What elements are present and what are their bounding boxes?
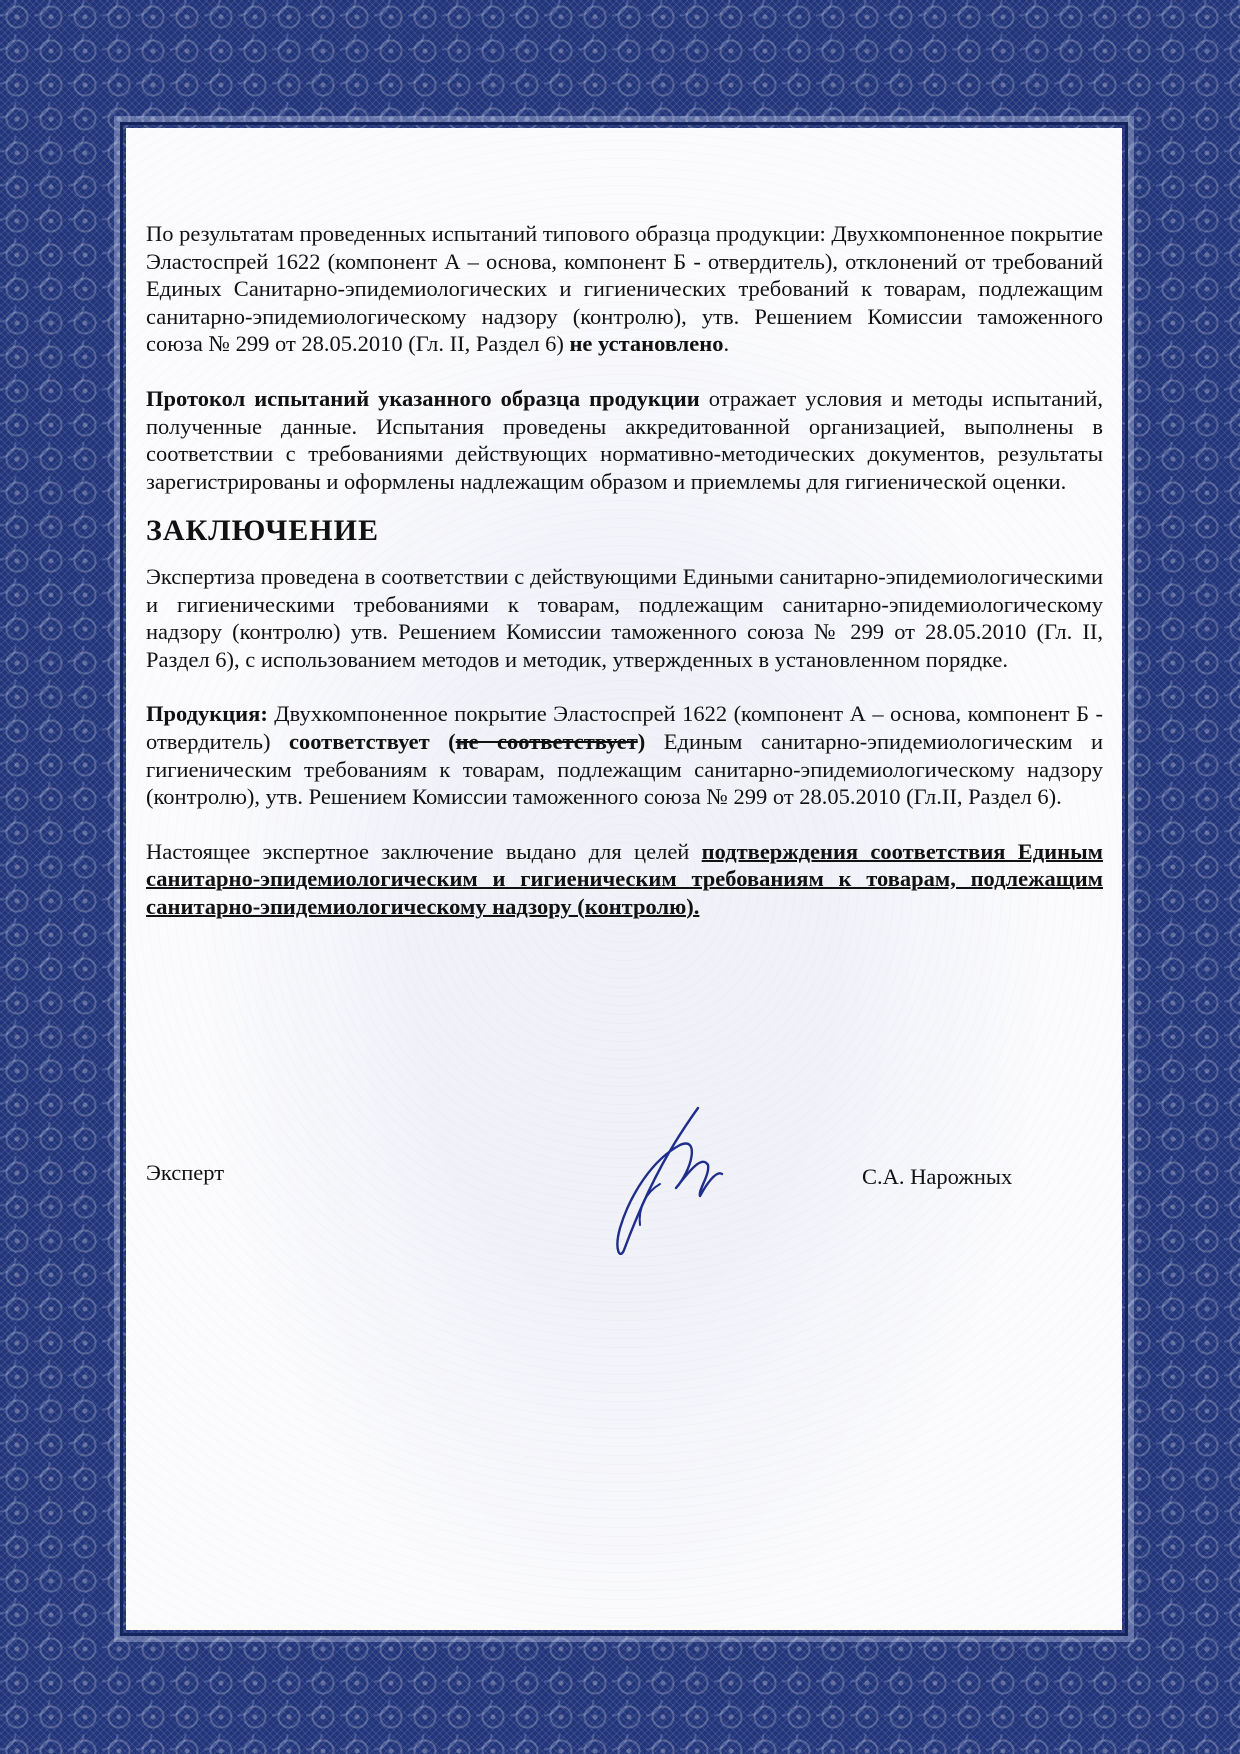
struck-not-complies-text: не соответствует (455, 728, 638, 754)
purpose-paragraph: Настоящее экспертное заключение выдано для целей подтверждения соответствия Единым санитарно-эпидемиологическим и гигиеническим требованиям к товарам, подлежащим санитарно-эпидемиологическому надзору (контролю). (146, 838, 1103, 919)
product-label: Продукция: (146, 701, 268, 727)
results-paragraph: По результатам проведенных испытаний типового образца продукции: Двухкомпоненное покрытие Эластоспрей 1622 (компонент А – основа, компонент Б - отвердитель), отклонений от требований Единых Санитарно-эпидемиологических и гигиенических требований к товарам, подлежащим санитарно-эпидемиологическому надзору (контролю), утв. Решением Комиссии таможенного союза № 299 от 28.05.2010 (Гл. II, Раздел 6) не установлено. (146, 221, 1103, 357)
purpose-text: подтверждения соответствия Единым санитарно-эпидемиологическим и гигиеническим требованиям к товарам, подлежащим санитарно-эпидемиологическому надзору (контролю). (146, 838, 1103, 919)
complies-text: соответствует (288, 728, 430, 754)
expert-role: Эксперт (146, 1160, 225, 1185)
expert-name: С.А. Нарожных (862, 1164, 1013, 1189)
expertise-paragraph: Экспертиза проведена в соответствии с действующими Едиными санитарно-эпидемиологическими и гигиеническими требованиями к товарам, подлежащим санитарно-эпидемиологическому надзору (контролю) утв. Решением Комиссии таможенного союза № 299 от 28.05.2010 (Гл. II, Раздел 6), с использованием методов и методик, утвержденных в установленном порядке. (146, 563, 1103, 672)
protocol-paragraph: Протокол испытаний указанного образца продукции отражает условия и методы испытаний, полученные данные. Испытания проведены аккредитованной организацией, выполнены в соответствии с требованиями действующих нормативно-методических документов, результаты зарегистрированы и оформлены надлежащим образом и приемлемы для гигиенической оценки. (146, 385, 1103, 494)
product-paragraph: Продукция: Двухкомпоненное покрытие Эластоспрей 1622 (компонент А – основа, компонент Б - отвердитель) соответствует (не соответствует) Единым санитарно-эпидемиологическим и гигиеническим требованиям к товарам, подлежащим санитарно-эпидемиологическому надзору (контролю), утв. Решением Комиссии таможенного союза № 299 от 28.05.2010 (Гл.II, Раздел 6). (146, 701, 1103, 810)
not-established-text: не установлено (569, 331, 724, 357)
handwritten-signature (580, 1100, 750, 1270)
conclusion-heading: ЗАКЛЮЧЕНИЕ (146, 514, 379, 548)
protocol-label: Протокол испытаний указанного образца продукции (146, 385, 700, 411)
document-body (146, 220, 1103, 920)
